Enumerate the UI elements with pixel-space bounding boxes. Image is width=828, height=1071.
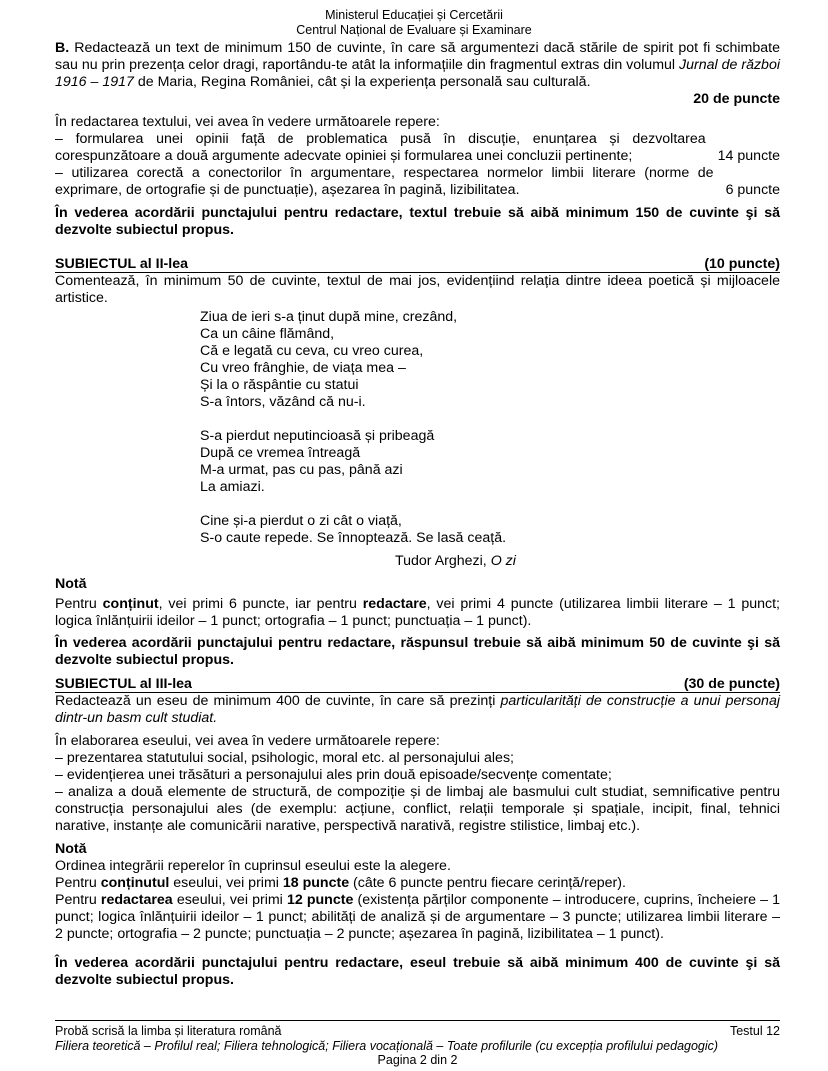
section-b-criterion-2: – utilizarea corectă a conectorilor în argumentare, respectarea normelor limbii literare (norme de exprimare, de ortografie și de punctuație), așezarea în pagină, lizibilitatea. 6 puncte [55,165,780,198]
section-b-requirement: În vederea acordării punctajului pentru redactare, textul trebuie să aibă minimum 150 de cuvinte şi să dezvolte subiectul propus. [55,205,780,238]
subject-2-title: SUBIECTUL al II-lea [55,256,188,272]
subject-3-note-1: Ordinea integrării reperelor în cuprinsul eseului este la alegere. [55,858,451,874]
subject-3 [55,676,780,989]
section-b-criterion-1: – formularea unei opinii față de problematica pusă în discuție, enunțarea și dezvoltarea corespunzătoare a două argumente adecvate opiniei și formularea unei concluzii pertinente; 14 puncte [55,131,780,164]
subject-2-note-title: Notă [55,576,87,592]
subject-3-note-2: Pentru conținutul eseului, vei primi 18 puncte (câte 6 puncte pentru fiecare cerință/reper). [55,875,626,891]
footer-divider [55,1020,780,1021]
subject-3-requirement: În vederea acordării punctajului pentru redactare, eseul trebuie să aibă minimum 400 de cuvinte şi să dezvolte subiectul propus. [55,955,780,988]
page-body [55,40,780,989]
section-b [55,40,780,239]
subject-3-criterion-3: – analiza a două elemente de structură, de compoziție și de limbaj ale basmului cult studiat, semnificative pentru construcția personajului ales (de exemplu: acțiune, conflict, relații temporale și spațiale, incipit, final, tehnici narative, instanțe ale comunicării narative, perspectivă narativă, registre stilistice, limbaj etc.). [55,784,780,834]
subject-2 [55,256,780,669]
subject-3-note-title: Notă [55,841,87,857]
subject-2-requirement: În vederea acordării punctajului pentru redactare, răspunsul trebuie să aibă minimum 50 de cuvinte şi să dezvolte subiectul propus. [55,635,780,668]
section-b-criteria-intro: În redactarea textului, vei avea în vedere următoarele repere: [55,114,440,130]
poem-attribution [395,553,780,570]
ministry-name: Ministerul Educației și Cercetării [325,8,503,22]
poem-stanza-1: Ziua de ieri s-a ținut după mine, crezând, Ca un câine flămând, Că e legată cu ceva, cu vreo curea, Cu vreo frânghie, de viața mea – Și la o răspântie cu statui S-a întors, văzând că nu-i. [200,309,458,410]
section-b-letter: B. [55,40,70,56]
poem-title: O zi [490,553,516,569]
subject-3-criterion-1: – prezentarea statutului social, psihologic, moral etc. al personajului ales; [55,750,514,766]
subject-3-points: (30 de puncte) [683,676,780,692]
subject-3-note-3: Pentru redactarea eseului, vei primi 12 puncte (existența părților componente – introducere, cuprins, încheiere – 1 punct; logica înlănțuirii ideilor – 1 punct; abilități de analiză și de argumentare – 3 puncte; utilizarea limbii literare – 2 puncte; ortografia – 2 puncte; punctuația – 2 puncte; așezarea în pagină, lizibilitatea – 1 punct). [55,892,780,942]
subject-3-task: Redactează un eseu de minimum 400 de cuvinte, în care să prezinți particularități de construcție a unui personaj dintr-un basm cult studiat. [55,693,780,726]
poem [200,309,780,547]
subject-3-title: SUBIECTUL al III-lea [55,676,192,692]
subject-2-task: Comentează, în minimum 50 de cuvinte, textul de mai jos, evidențiind relația dintre ideea poetică și mijloacele artistice. [55,273,780,306]
footer-exam: Probă scrisă la limba și literatura română [55,1024,282,1038]
poem-stanza-2: S-a pierdut neputincioasă și pribeagă După ce vremea întreagă M-a urmat, pas cu pas, până azi La amiazi. [200,428,435,495]
subject-2-points: (10 puncte) [704,256,780,272]
poem-author: Tudor Arghezi, [395,553,487,569]
section-b-task: B. Redactează un text de minimum 150 de cuvinte, în care să argumentezi dacă stările de spirit pot fi schimbate sau nu prin prezența celor dragi, raportându-te atât la informațiile din fragmentul extras din volumul Jurnal de război 1916 – 1917 de Maria, Regina României, cât și la experiența personală sau culturală. [55,40,780,90]
subject-2-heading [55,256,780,273]
section-b-points: 20 de puncte [693,91,780,107]
footer-filiera: Filiera teoretică – Profilul real; Filiera tehnologică; Filiera vocațională – Toate profilurile (cu excepția profilului pedagogic) [55,1038,719,1053]
footer-test: Testul 12 [729,1024,780,1038]
center-name: Centrul Național de Evaluare și Examinare [296,23,532,37]
subject-3-criteria-intro: În elaborarea eseului, vei avea în vedere următoarele repere: [55,733,440,749]
book-title: Jurnal de război 1916 – 1917 [55,57,780,90]
subject-3-heading [55,676,780,693]
page-header [0,0,828,38]
footer-row [55,1024,780,1039]
poem-stanza-3: Cine și-a pierdut o zi cât o viață, S-o caute repede. Se înnoptează. Se lasă ceață. [200,513,507,546]
page-footer [55,1020,780,1068]
footer-page-number: Pagina 2 din 2 [377,1053,458,1067]
subject-3-criterion-2: – evidențierea unei trăsături a personajului ales prin două episoade/secvențe comentate; [55,767,612,783]
subject-2-note: Pentru conținut, vei primi 6 puncte, iar pentru redactare, vei primi 4 puncte (utilizarea limbii literare – 1 punct; logica înlănțuirii ideilor – 1 punct; ortografia – 1 punct; punctuația – 1 punct). [55,596,780,629]
